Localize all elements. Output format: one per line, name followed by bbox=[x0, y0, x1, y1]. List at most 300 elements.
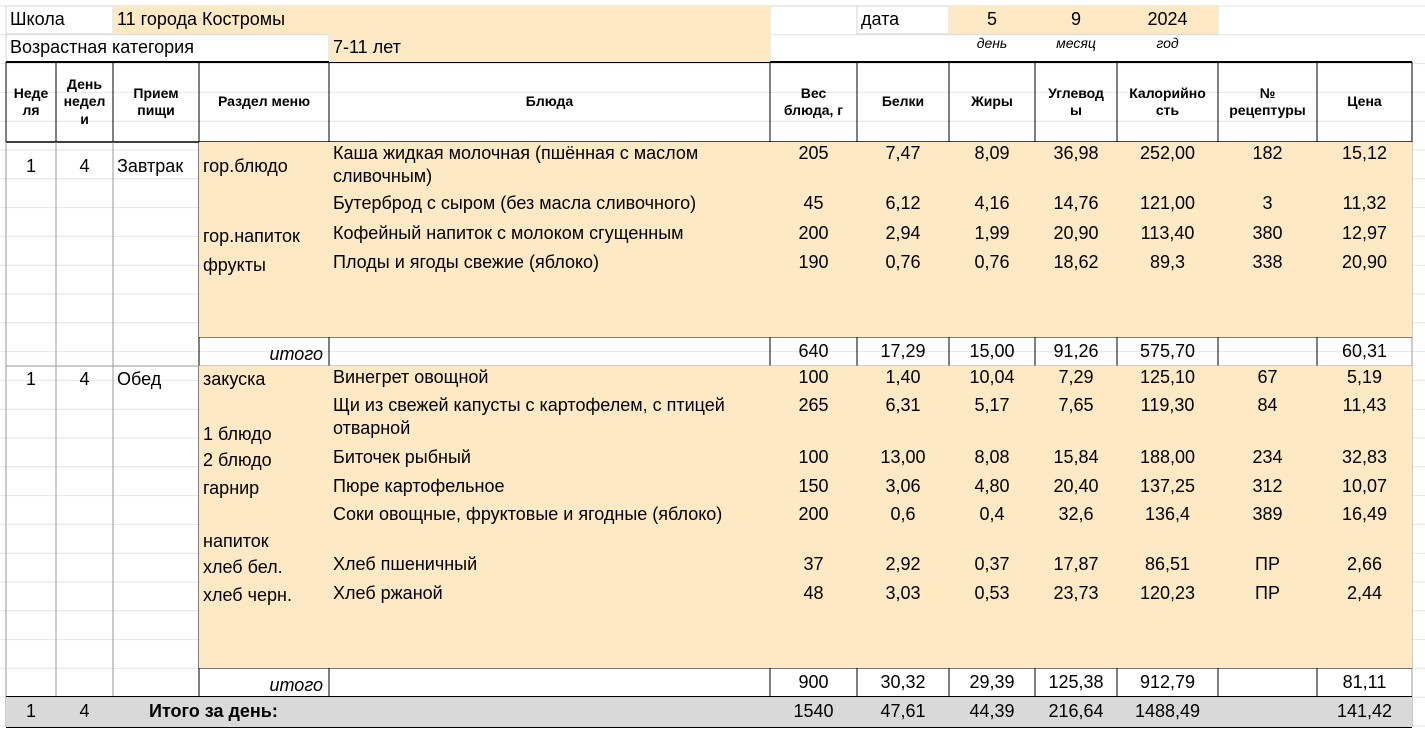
column-header-section[interactable] bbox=[199, 62, 329, 142]
breakfast-weekday[interactable] bbox=[56, 142, 113, 192]
subtotal-label-text: итого bbox=[269, 343, 323, 364]
recipe-cell[interactable] bbox=[1218, 503, 1317, 553]
empty-cell[interactable] bbox=[770, 308, 857, 337]
empty-cell[interactable] bbox=[770, 639, 857, 668]
recipe-cell-text: 3 bbox=[1262, 193, 1273, 213]
fat-cell-text: 0,4 bbox=[979, 504, 1005, 524]
price-cell[interactable] bbox=[1317, 582, 1412, 610]
school-label[interactable] bbox=[6, 6, 113, 34]
fat-cell-text: 8,08 bbox=[974, 447, 1010, 467]
date-month[interactable] bbox=[1035, 6, 1117, 34]
subtotal-label[interactable] bbox=[199, 337, 329, 366]
recipe-cell[interactable] bbox=[1218, 394, 1317, 446]
dish-cell-text: Кофейный напиток с молоком сгущенным bbox=[333, 223, 684, 243]
day-total-weight-text: 1540 bbox=[793, 701, 834, 722]
carbs-cell[interactable] bbox=[1035, 222, 1117, 251]
recipe-cell[interactable] bbox=[1218, 446, 1317, 475]
recipe-cell[interactable] bbox=[1218, 553, 1317, 582]
column-header-meal-text: Прием пищи bbox=[133, 84, 179, 118]
price-cell[interactable] bbox=[1317, 251, 1412, 280]
carbs-cell-text: 17,87 bbox=[1053, 554, 1099, 574]
subtotal-carbs[interactable] bbox=[1035, 337, 1117, 366]
fat-cell[interactable] bbox=[949, 503, 1035, 553]
section-cell-text: гор.блюдо bbox=[203, 156, 288, 177]
column-header-calories[interactable] bbox=[1117, 62, 1218, 142]
section-cell[interactable] bbox=[199, 394, 329, 446]
protein-cell-text: 0,76 bbox=[885, 252, 921, 272]
price-cell-text: 11,43 bbox=[1342, 395, 1387, 415]
weight-cell-text: 45 bbox=[803, 193, 824, 213]
empty-cell[interactable] bbox=[1035, 610, 1117, 639]
price-cell[interactable] bbox=[1317, 366, 1412, 394]
empty-cell[interactable] bbox=[1317, 280, 1412, 308]
empty-cell[interactable] bbox=[1317, 308, 1412, 337]
empty-cell[interactable] bbox=[857, 280, 949, 308]
calories-cell[interactable] bbox=[1117, 553, 1218, 582]
price-cell-text: 15,12 bbox=[1341, 143, 1388, 163]
calories-cell-text: 119,30 bbox=[1140, 395, 1195, 415]
month-caption-text: месяц bbox=[1056, 35, 1096, 51]
subtotal-carbs[interactable] bbox=[1035, 668, 1117, 697]
protein-cell[interactable] bbox=[857, 222, 949, 251]
age-value[interactable] bbox=[329, 34, 770, 62]
dish-cell[interactable] bbox=[329, 192, 770, 222]
dish-cell[interactable] bbox=[329, 142, 770, 192]
subtotal-recipe[interactable] bbox=[1218, 337, 1317, 366]
recipe-cell-text: 338 bbox=[1252, 252, 1283, 272]
column-header-dish[interactable] bbox=[329, 62, 770, 142]
fat-cell-text: 10,04 bbox=[969, 367, 1015, 387]
price-cell[interactable] bbox=[1317, 142, 1412, 192]
weight-cell[interactable] bbox=[770, 503, 857, 553]
section-cell[interactable] bbox=[199, 475, 329, 503]
column-header-price[interactable] bbox=[1317, 62, 1412, 142]
empty-cell[interactable] bbox=[1218, 280, 1317, 308]
carbs-cell[interactable] bbox=[1035, 394, 1117, 446]
weight-cell-text: 48 bbox=[803, 583, 824, 603]
section-cell[interactable] bbox=[199, 553, 329, 582]
weight-cell-text: 265 bbox=[798, 395, 829, 415]
empty-cell[interactable] bbox=[1117, 308, 1218, 337]
column-header-carbs-text: Углевод ы bbox=[1048, 84, 1104, 118]
subtotal-calories-text: 575,70 bbox=[1139, 340, 1196, 361]
date-label[interactable] bbox=[857, 6, 949, 34]
recipe-cell-text: 67 bbox=[1257, 367, 1278, 387]
price-cell-text: 12,97 bbox=[1341, 223, 1388, 243]
breakfast-meal[interactable] bbox=[113, 142, 199, 192]
column-header-fat[interactable] bbox=[949, 62, 1035, 142]
price-cell-text: 16,49 bbox=[1341, 504, 1388, 524]
dish-cell[interactable] bbox=[329, 553, 770, 582]
subtotal-protein[interactable] bbox=[857, 668, 949, 697]
breakfast-week-text: 1 bbox=[25, 156, 36, 177]
price-cell[interactable] bbox=[1317, 192, 1412, 222]
empty-cell[interactable] bbox=[1035, 280, 1117, 308]
column-header-meal[interactable] bbox=[113, 62, 199, 142]
empty-cell[interactable] bbox=[329, 280, 770, 308]
protein-cell[interactable] bbox=[857, 475, 949, 503]
empty-cell[interactable] bbox=[1317, 610, 1412, 639]
calories-cell-text: 188,00 bbox=[1139, 447, 1196, 467]
dish-cell[interactable] bbox=[329, 446, 770, 475]
section-cell[interactable] bbox=[199, 251, 329, 280]
empty-cell[interactable] bbox=[770, 610, 857, 639]
empty-cell[interactable] bbox=[857, 308, 949, 337]
price-cell-text: 32,83 bbox=[1341, 447, 1388, 467]
price-cell[interactable] bbox=[1317, 446, 1412, 475]
subtotal-blank[interactable] bbox=[329, 337, 770, 366]
carbs-cell[interactable] bbox=[1035, 366, 1117, 394]
dish-cell-text: Биточек рыбный bbox=[333, 447, 471, 467]
date-year-text: 2024 bbox=[1147, 9, 1188, 30]
empty-cell[interactable] bbox=[329, 610, 770, 639]
dish-cell[interactable] bbox=[329, 503, 770, 553]
carbs-cell[interactable] bbox=[1035, 475, 1117, 503]
carbs-cell-text: 7,29 bbox=[1058, 367, 1094, 387]
day-total-price[interactable] bbox=[1317, 697, 1412, 727]
column-header-weight[interactable] bbox=[770, 62, 857, 142]
day-total-fat[interactable] bbox=[949, 697, 1035, 727]
calories-cell[interactable] bbox=[1117, 192, 1218, 222]
recipe-cell[interactable] bbox=[1218, 142, 1317, 192]
empty-cell[interactable] bbox=[857, 610, 949, 639]
weight-cell[interactable] bbox=[770, 582, 857, 610]
column-header-weight-text: Вес блюда, г bbox=[783, 84, 844, 118]
price-cell[interactable] bbox=[1317, 503, 1412, 553]
recipe-cell-text: 234 bbox=[1252, 447, 1283, 467]
dish-cell-text: Бутерброд с сыром (без масла сливочного) bbox=[333, 193, 697, 213]
carbs-cell[interactable] bbox=[1035, 192, 1117, 222]
calories-cell[interactable] bbox=[1117, 582, 1218, 610]
subtotal-recipe[interactable] bbox=[1218, 668, 1317, 697]
year-caption-text: год bbox=[1156, 35, 1179, 51]
fat-cell-text: 1,99 bbox=[974, 223, 1010, 243]
fat-cell-text: 0,37 bbox=[974, 554, 1010, 574]
subtotal-fat-text: 15,00 bbox=[969, 340, 1015, 361]
protein-cell-text: 6,31 bbox=[885, 395, 921, 415]
carbs-cell[interactable] bbox=[1035, 503, 1117, 553]
day-total-calories[interactable] bbox=[1117, 697, 1218, 727]
fat-cell[interactable] bbox=[949, 142, 1035, 192]
carbs-cell-text: 32,6 bbox=[1058, 504, 1094, 524]
day-total-weight[interactable] bbox=[770, 697, 857, 727]
section-cell[interactable] bbox=[199, 222, 329, 251]
calories-cell[interactable] bbox=[1117, 251, 1218, 280]
empty-cell[interactable] bbox=[329, 639, 770, 668]
protein-cell[interactable] bbox=[857, 192, 949, 222]
date-year[interactable] bbox=[1117, 6, 1218, 34]
subtotal-calories-text: 912,79 bbox=[1139, 671, 1196, 692]
calories-cell[interactable] bbox=[1117, 222, 1218, 251]
day-caption-text: день bbox=[976, 35, 1008, 51]
section-cell-text: напиток bbox=[203, 530, 269, 551]
carbs-cell-text: 23,73 bbox=[1053, 583, 1099, 603]
carbs-cell-text: 20,90 bbox=[1053, 223, 1099, 243]
price-cell[interactable] bbox=[1317, 222, 1412, 251]
protein-cell[interactable] bbox=[857, 142, 949, 192]
age-label[interactable] bbox=[6, 34, 329, 62]
recipe-cell[interactable] bbox=[1218, 475, 1317, 503]
section-cell[interactable] bbox=[199, 582, 329, 610]
section-cell-text: 1 блюдо bbox=[203, 423, 272, 444]
month-caption[interactable] bbox=[1035, 34, 1117, 62]
empty-cell[interactable] bbox=[1117, 610, 1218, 639]
section-cell-text: 2 блюдо bbox=[203, 449, 272, 470]
fat-cell[interactable] bbox=[949, 366, 1035, 394]
fat-cell[interactable] bbox=[949, 222, 1035, 251]
empty-cell[interactable] bbox=[857, 639, 949, 668]
weight-cell[interactable] bbox=[770, 553, 857, 582]
recipe-cell-text: 389 bbox=[1252, 504, 1283, 524]
day-caption[interactable] bbox=[949, 34, 1035, 62]
protein-cell[interactable] bbox=[857, 582, 949, 610]
day-total-label[interactable] bbox=[113, 697, 770, 727]
subtotal-weight[interactable] bbox=[770, 668, 857, 697]
column-header-recipe-text: № рецептуры bbox=[1229, 84, 1306, 118]
subtotal-label[interactable] bbox=[199, 668, 329, 697]
calories-cell-text: 113,40 bbox=[1140, 223, 1195, 243]
lunch-week-text: 1 bbox=[25, 369, 36, 390]
column-header-calories-text: Калорийно сть bbox=[1129, 84, 1206, 118]
fat-cell[interactable] bbox=[949, 251, 1035, 280]
fat-cell[interactable] bbox=[949, 192, 1035, 222]
dish-cell-text: Пюре картофельное bbox=[333, 476, 505, 496]
day-total-week[interactable] bbox=[6, 697, 56, 727]
dish-cell[interactable] bbox=[329, 582, 770, 610]
fat-cell[interactable] bbox=[949, 394, 1035, 446]
fat-cell[interactable] bbox=[949, 553, 1035, 582]
calories-cell-text: 89,3 bbox=[1149, 252, 1186, 272]
subtotal-weight-text: 640 bbox=[798, 340, 829, 361]
empty-cell[interactable] bbox=[1218, 308, 1317, 337]
weight-cell[interactable] bbox=[770, 222, 857, 251]
column-header-fat-text: Жиры bbox=[971, 93, 1013, 110]
day-total-carbs-text: 216,64 bbox=[1048, 701, 1104, 722]
protein-cell-text: 2,92 bbox=[885, 554, 921, 574]
subtotal-blank[interactable] bbox=[329, 668, 770, 697]
dish-cell-text: Щи из свежей капусты с картофелем, с птицей отварной bbox=[333, 395, 725, 439]
subtotal-label-text: итого bbox=[269, 674, 323, 695]
dish-cell-text: Хлеб пшеничный bbox=[333, 554, 478, 574]
calories-cell-text: 137,25 bbox=[1139, 476, 1196, 496]
weight-cell[interactable] bbox=[770, 446, 857, 475]
school-label-text: Школа bbox=[10, 9, 65, 30]
recipe-cell-text: ПР bbox=[1255, 554, 1280, 574]
recipe-cell-text: 182 bbox=[1252, 143, 1283, 163]
subtotal-fat-text: 29,39 bbox=[969, 671, 1015, 692]
section-cell-text: гор.напиток bbox=[203, 225, 300, 246]
fat-cell[interactable] bbox=[949, 582, 1035, 610]
protein-cell[interactable] bbox=[857, 251, 949, 280]
fat-cell-text: 4,80 bbox=[974, 476, 1010, 496]
age-label-text: Возрастная категория bbox=[10, 37, 194, 58]
protein-cell[interactable] bbox=[857, 503, 949, 553]
age-value-text: 7-11 лет bbox=[333, 37, 401, 58]
empty-cell[interactable] bbox=[949, 280, 1035, 308]
empty-cell[interactable] bbox=[1218, 610, 1317, 639]
day-total-fat-text: 44,39 bbox=[969, 701, 1015, 722]
protein-cell[interactable] bbox=[857, 553, 949, 582]
subtotal-fat[interactable] bbox=[949, 668, 1035, 697]
empty-cell[interactable] bbox=[949, 308, 1035, 337]
price-cell-text: 2,44 bbox=[1346, 583, 1383, 603]
column-header-protein[interactable] bbox=[857, 62, 949, 142]
empty-cell[interactable] bbox=[199, 280, 329, 308]
fat-cell[interactable] bbox=[949, 475, 1035, 503]
year-caption[interactable] bbox=[1117, 34, 1218, 62]
section-cell[interactable] bbox=[199, 446, 329, 475]
price-cell[interactable] bbox=[1317, 475, 1412, 503]
school-value[interactable] bbox=[113, 6, 770, 34]
weight-cell[interactable] bbox=[770, 394, 857, 446]
carbs-cell[interactable] bbox=[1035, 553, 1117, 582]
dish-cell-text: Соки овощные, фруктовые и ягодные (яблоко) bbox=[333, 504, 723, 524]
weight-cell[interactable] bbox=[770, 475, 857, 503]
calories-cell-text: 125,10 bbox=[1139, 367, 1196, 387]
carbs-cell[interactable] bbox=[1035, 582, 1117, 610]
protein-cell-text: 13,00 bbox=[880, 447, 926, 467]
weight-cell[interactable] bbox=[770, 142, 857, 192]
subtotal-protein-text: 30,32 bbox=[880, 671, 926, 692]
subtotal-calories[interactable] bbox=[1117, 668, 1218, 697]
weight-cell-text: 200 bbox=[798, 504, 829, 524]
price-cell[interactable] bbox=[1317, 394, 1412, 446]
carbs-cell[interactable] bbox=[1035, 251, 1117, 280]
recipe-cell[interactable] bbox=[1218, 251, 1317, 280]
section-cell[interactable] bbox=[199, 366, 329, 394]
empty-cell[interactable] bbox=[1117, 639, 1218, 668]
section-cell[interactable] bbox=[199, 503, 329, 553]
lunch-meal[interactable] bbox=[113, 366, 199, 394]
empty-cell[interactable] bbox=[770, 280, 857, 308]
empty-cell[interactable] bbox=[329, 308, 770, 337]
recipe-cell-text: 380 bbox=[1252, 223, 1283, 243]
protein-cell[interactable] bbox=[857, 366, 949, 394]
recipe-cell[interactable] bbox=[1218, 582, 1317, 610]
section-cell[interactable] bbox=[199, 192, 329, 222]
weight-cell[interactable] bbox=[770, 251, 857, 280]
subtotal-calories[interactable] bbox=[1117, 337, 1218, 366]
protein-cell-text: 6,12 bbox=[885, 193, 921, 213]
empty-cell[interactable] bbox=[199, 639, 329, 668]
column-header-weekday[interactable] bbox=[56, 62, 113, 142]
day-total-recipe[interactable] bbox=[1218, 697, 1317, 727]
price-cell-text: 5,19 bbox=[1346, 367, 1383, 387]
breakfast-week[interactable] bbox=[6, 142, 56, 192]
weight-cell-text: 100 bbox=[798, 367, 829, 387]
calories-cell[interactable] bbox=[1117, 446, 1218, 475]
recipe-cell-text: 312 bbox=[1252, 476, 1283, 496]
empty-cell[interactable] bbox=[949, 610, 1035, 639]
carbs-cell[interactable] bbox=[1035, 142, 1117, 192]
subtotal-price[interactable] bbox=[1317, 337, 1412, 366]
dish-cell-text: Винегрет овощной bbox=[333, 367, 489, 387]
carbs-cell[interactable] bbox=[1035, 446, 1117, 475]
calories-cell[interactable] bbox=[1117, 366, 1218, 394]
dish-cell[interactable] bbox=[329, 475, 770, 503]
recipe-cell-text: ПР bbox=[1255, 583, 1280, 603]
dish-cell[interactable] bbox=[329, 222, 770, 251]
calories-cell[interactable] bbox=[1117, 503, 1218, 553]
empty-cell[interactable] bbox=[949, 639, 1035, 668]
day-total-protein[interactable] bbox=[857, 697, 949, 727]
fat-cell-text: 5,17 bbox=[974, 395, 1010, 415]
calories-cell[interactable] bbox=[1117, 475, 1218, 503]
protein-cell-text: 3,06 bbox=[885, 476, 921, 496]
protein-cell[interactable] bbox=[857, 446, 949, 475]
column-header-week[interactable] bbox=[6, 62, 56, 142]
day-total-carbs[interactable] bbox=[1035, 697, 1117, 727]
price-cell-text: 11,32 bbox=[1342, 193, 1387, 213]
calories-cell[interactable] bbox=[1117, 142, 1218, 192]
column-header-dish-text: Блюда bbox=[525, 93, 574, 110]
price-cell[interactable] bbox=[1317, 553, 1412, 582]
empty-cell[interactable] bbox=[1117, 280, 1218, 308]
empty-cell[interactable] bbox=[199, 308, 329, 337]
day-total-price-text: 141,42 bbox=[1336, 701, 1393, 722]
section-cell-text: хлеб бел. bbox=[203, 556, 283, 577]
subtotal-carbs-text: 125,38 bbox=[1048, 671, 1104, 692]
calories-cell-text: 121,00 bbox=[1139, 193, 1196, 213]
recipe-cell[interactable] bbox=[1218, 366, 1317, 394]
day-total-weekday-text: 4 bbox=[79, 701, 90, 722]
column-header-week-text: Неде ля bbox=[13, 84, 49, 118]
fat-cell-text: 4,16 bbox=[974, 193, 1010, 213]
empty-cell[interactable] bbox=[1317, 639, 1412, 668]
subtotal-protein[interactable] bbox=[857, 337, 949, 366]
subtotal-weight[interactable] bbox=[770, 337, 857, 366]
subtotal-price-text: 60,31 bbox=[1341, 340, 1388, 361]
carbs-cell-text: 14,76 bbox=[1053, 193, 1099, 213]
carbs-cell-text: 36,98 bbox=[1053, 143, 1099, 163]
section-cell-text: хлеб черн. bbox=[203, 585, 292, 606]
empty-cell[interactable] bbox=[1035, 308, 1117, 337]
lunch-weekday[interactable] bbox=[56, 366, 113, 394]
protein-cell-text: 7,47 bbox=[885, 143, 921, 163]
column-header-carbs[interactable] bbox=[1035, 62, 1117, 142]
dish-cell[interactable] bbox=[329, 366, 770, 394]
weight-cell-text: 190 bbox=[798, 252, 829, 272]
protein-cell-text: 3,03 bbox=[885, 583, 921, 603]
lunch-meal-text: Обед bbox=[117, 369, 162, 390]
lunch-week[interactable] bbox=[6, 366, 56, 394]
protein-cell-text: 2,94 bbox=[885, 223, 921, 243]
section-cell[interactable] bbox=[199, 142, 329, 192]
fat-cell-text: 8,09 bbox=[974, 143, 1010, 163]
dish-cell[interactable] bbox=[329, 251, 770, 280]
day-total-weekday[interactable] bbox=[56, 697, 113, 727]
fat-cell[interactable] bbox=[949, 446, 1035, 475]
protein-cell[interactable] bbox=[857, 394, 949, 446]
weight-cell-text: 100 bbox=[798, 447, 829, 467]
dish-cell[interactable] bbox=[329, 394, 770, 446]
calories-cell[interactable] bbox=[1117, 394, 1218, 446]
empty-cell[interactable] bbox=[199, 610, 329, 639]
subtotal-price[interactable] bbox=[1317, 668, 1412, 697]
weight-cell[interactable] bbox=[770, 366, 857, 394]
column-header-recipe[interactable] bbox=[1218, 62, 1317, 142]
weight-cell[interactable] bbox=[770, 192, 857, 222]
calories-cell-text: 120,23 bbox=[1139, 583, 1196, 603]
empty-cell[interactable] bbox=[1218, 639, 1317, 668]
date-day[interactable] bbox=[949, 6, 1035, 34]
empty-cell[interactable] bbox=[1035, 639, 1117, 668]
carbs-cell-text: 20,40 bbox=[1053, 476, 1099, 496]
dish-cell-text: Плоды и ягоды свежие (яблоко) bbox=[333, 252, 600, 272]
recipe-cell[interactable] bbox=[1218, 192, 1317, 222]
subtotal-fat[interactable] bbox=[949, 337, 1035, 366]
recipe-cell[interactable] bbox=[1218, 222, 1317, 251]
